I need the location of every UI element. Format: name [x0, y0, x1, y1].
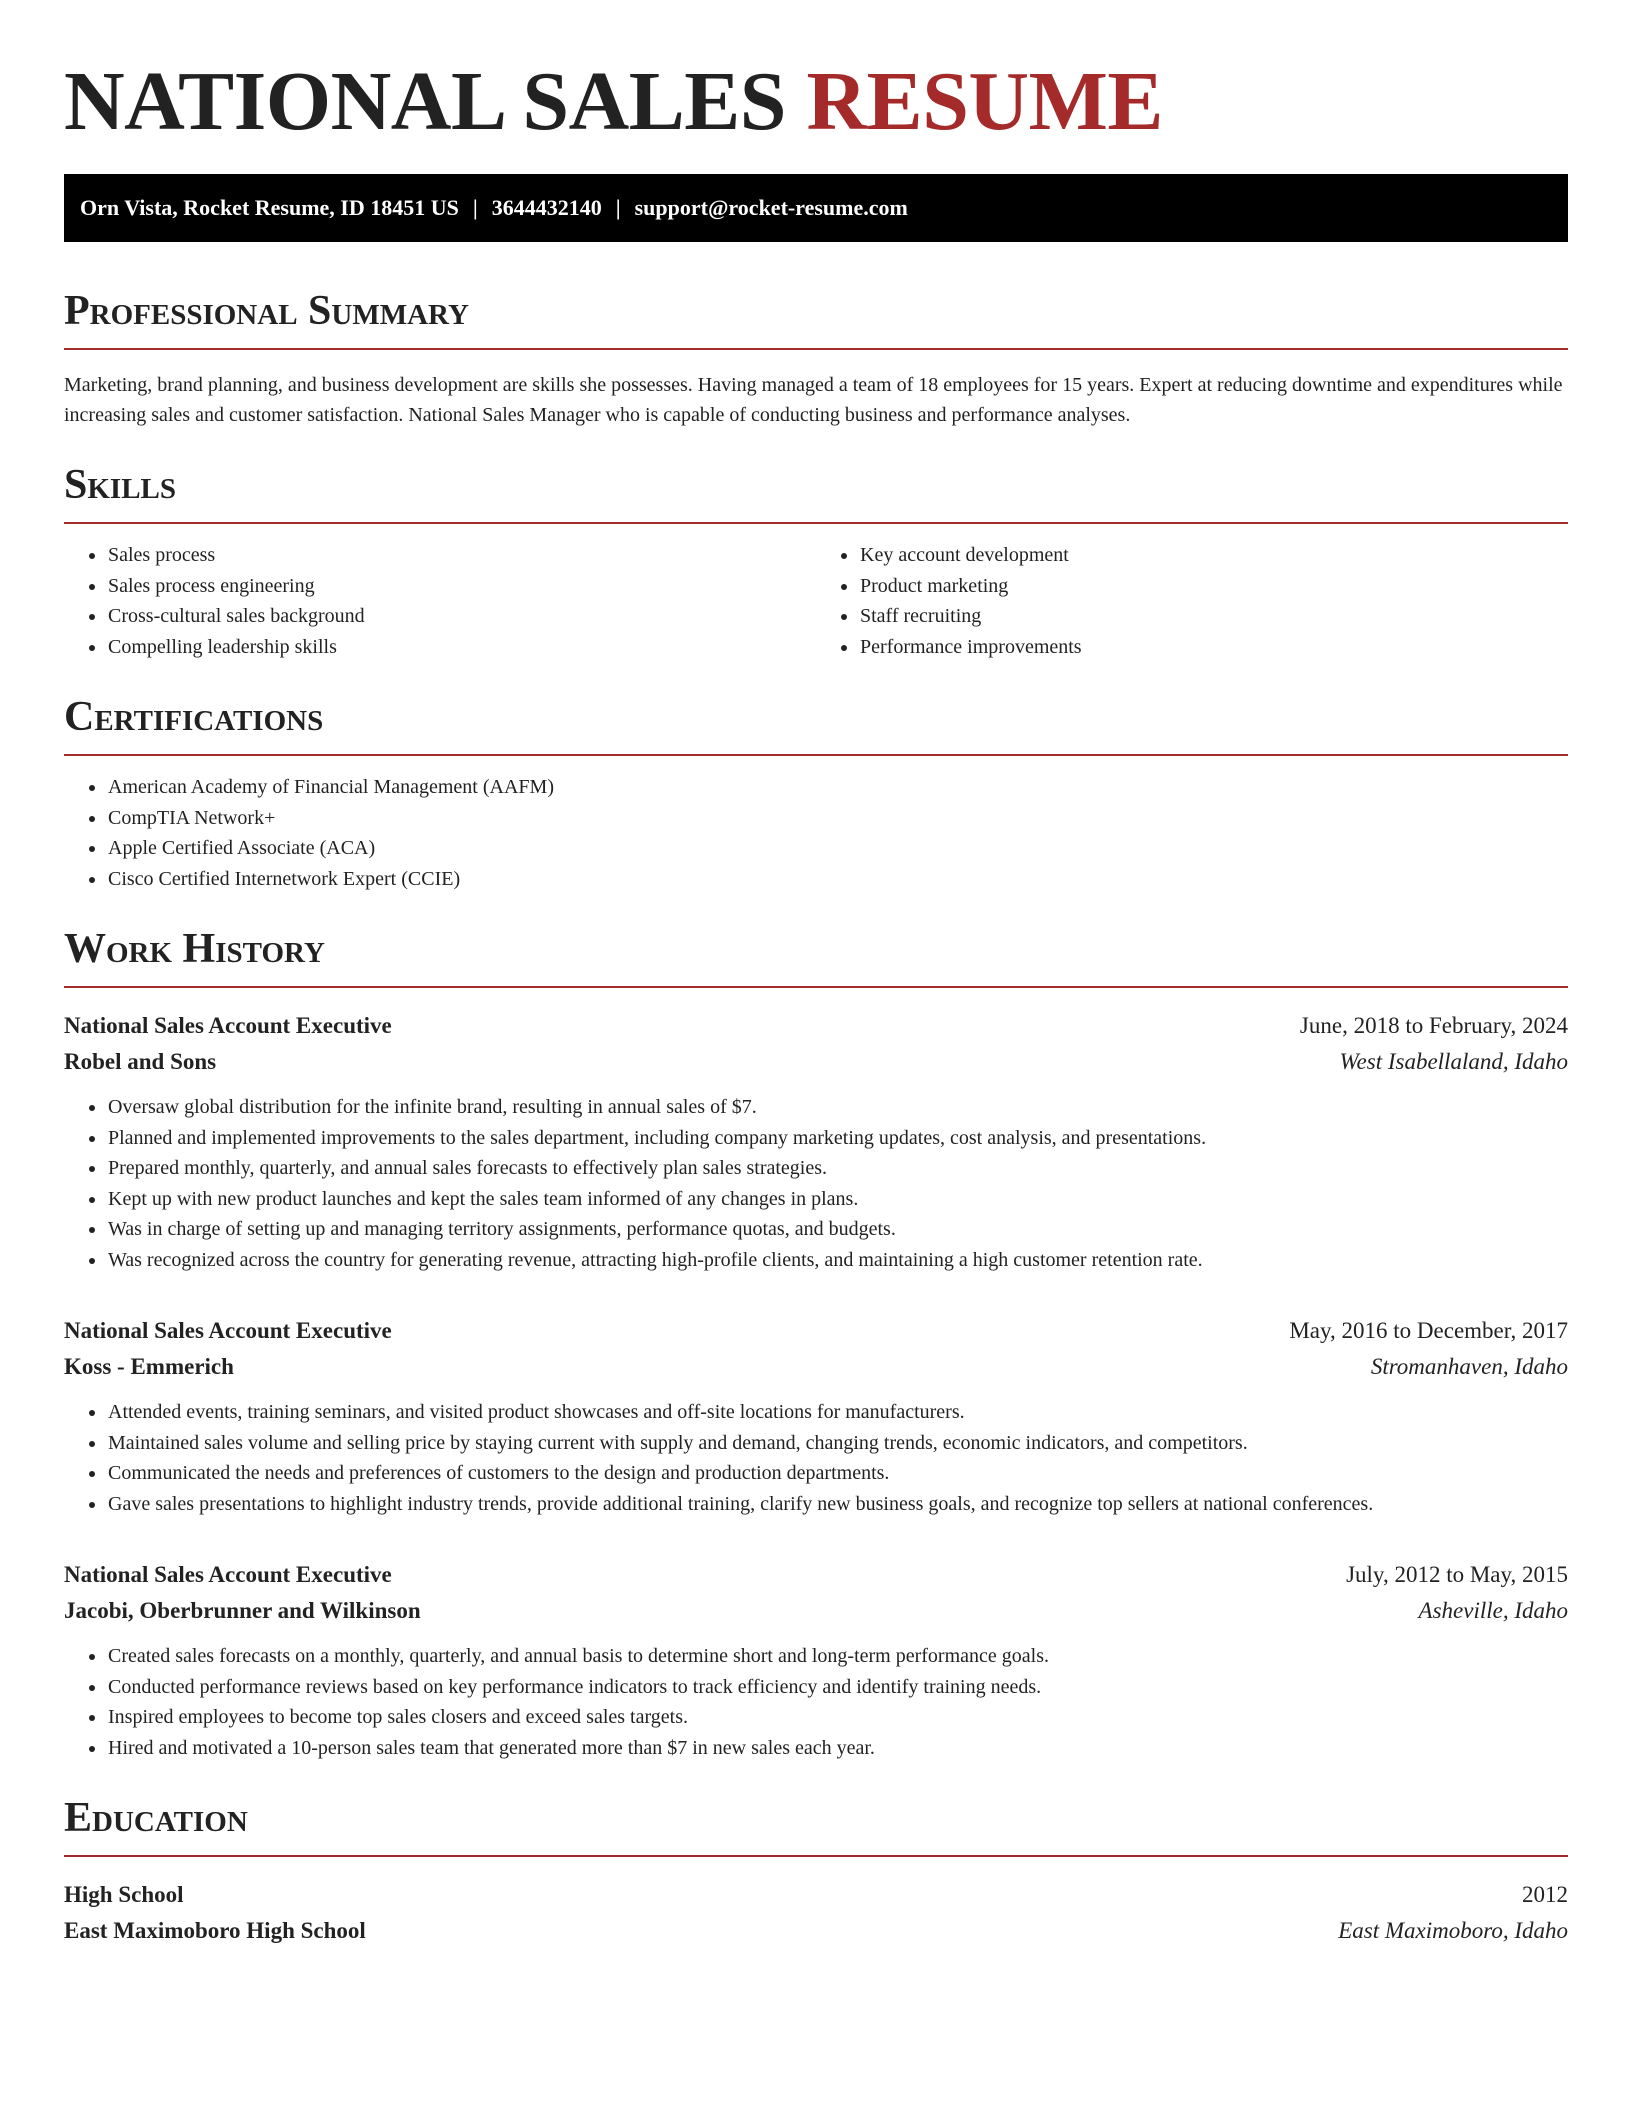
certifications-section — [64, 692, 1568, 894]
education-location: East Maximoboro, Idaho — [1338, 1918, 1568, 1943]
certifications-list — [64, 772, 1568, 894]
skills-list-right — [816, 540, 1568, 662]
job-title: National Sales Account Executive — [64, 1318, 392, 1343]
job-company: Koss - Emmerich — [64, 1354, 234, 1379]
job-duty-item: • Maintained sales volume and selling price by staying current with supply and demand, changing trends, economic indicators, and competitors. — [107, 1428, 1568, 1459]
certification-item: • American Academy of Financial Management (AAFM) — [107, 772, 1568, 803]
job-duties-list — [64, 1397, 1568, 1519]
job-duty-item: • Attended events, training seminars, and visited product showcases and off-site locations for manufacturers. — [107, 1397, 1568, 1428]
job-duty-item: • Was recognized across the country for generating revenue, attracting high-profile clients, and maintaining a high customer retention rate. — [107, 1245, 1568, 1276]
section-heading-summary: Professional Summary — [64, 288, 469, 334]
job-duty-item: • Prepared monthly, quarterly, and annual sales forecasts to effectively plan sales strategies. — [107, 1153, 1568, 1184]
section-heading-work-history: Work History — [64, 926, 325, 972]
contact-email[interactable]: support@rocket-resume.com — [634, 195, 908, 220]
education-entry — [64, 1877, 1568, 1949]
skill-item: • Cross-cultural sales background — [107, 601, 816, 632]
job-duty-item: • Kept up with new product launches and kept the sales team informed of any changes in plans. — [107, 1184, 1568, 1215]
skills-section — [64, 460, 1568, 662]
skill-item: • Sales process — [107, 540, 816, 571]
job-dates: June, 2018 to February, 2024 — [1299, 1013, 1568, 1038]
job-dates: July, 2012 to May, 2015 — [1346, 1562, 1568, 1587]
skills-grid — [64, 524, 1568, 662]
skill-item: • Staff recruiting — [859, 601, 1568, 632]
job-title: National Sales Account Executive — [64, 1013, 392, 1038]
job-company: Jacobi, Oberbrunner and Wilkinson — [64, 1598, 421, 1623]
certification-item: • CompTIA Network+ — [107, 803, 1568, 834]
job-duty-item: • Planned and implemented improvements to the sales department, including company marketing updates, cost analysis, and presentations. — [107, 1123, 1568, 1154]
title-accent: RESUME — [806, 55, 1163, 148]
professional-summary-section — [64, 286, 1568, 430]
job-dates: May, 2016 to December, 2017 — [1289, 1318, 1568, 1343]
page-title — [64, 52, 1568, 152]
job-location: Stromanhaven, Idaho — [1370, 1354, 1568, 1379]
job-header-row — [64, 1557, 1568, 1593]
education-school-row — [64, 1913, 1568, 1949]
job-duty-item: • Gave sales presentations to highlight industry trends, provide additional training, clarify new business goals, and recognize top sellers at national conferences. — [107, 1489, 1568, 1520]
job-duty-item: • Created sales forecasts on a monthly, quarterly, and annual basis to determine short and long-term performance goals. — [107, 1641, 1568, 1672]
skill-item: • Key account development — [859, 540, 1568, 571]
job-entry — [64, 1557, 1568, 1763]
job-duty-item: • Inspired employees to become top sales closers and exceed sales targets. — [107, 1702, 1568, 1733]
contact-phone: 3644432140 — [491, 195, 602, 220]
job-location: Asheville, Idaho — [1418, 1598, 1568, 1623]
work-history-section — [64, 924, 1568, 1763]
skill-item: • Compelling leadership skills — [107, 632, 816, 663]
job-duty-item: • Oversaw global distribution for the infinite brand, resulting in annual sales of $7. — [107, 1092, 1568, 1123]
section-heading-skills: Skills — [64, 462, 177, 508]
education-school: East Maximoboro High School — [64, 1918, 366, 1943]
job-company-row — [64, 1349, 1568, 1385]
skills-list-left — [64, 540, 816, 662]
certification-item: • Apple Certified Associate (ACA) — [107, 833, 1568, 864]
title-main: NATIONAL SALES — [64, 55, 787, 148]
education-section — [64, 1793, 1568, 1949]
job-location: West Isabellaland, Idaho — [1339, 1049, 1568, 1074]
job-duty-item: • Was in charge of setting up and managing territory assignments, performance quotas, and budgets. — [107, 1214, 1568, 1245]
certification-item: • Cisco Certified Internetwork Expert (CCIE) — [107, 864, 1568, 895]
section-divider — [64, 348, 1568, 350]
contact-separator: | — [472, 195, 478, 220]
section-divider — [64, 754, 1568, 756]
section-divider — [64, 1855, 1568, 1857]
job-entry — [64, 1008, 1568, 1275]
contact-bar — [64, 174, 1568, 242]
job-title: National Sales Account Executive — [64, 1562, 392, 1587]
job-duty-item: • Communicated the needs and preferences of customers to the design and production departments. — [107, 1458, 1568, 1489]
job-duties-list — [64, 1641, 1568, 1763]
section-divider — [64, 986, 1568, 988]
section-heading-education: Education — [64, 1795, 248, 1841]
job-header-row — [64, 1313, 1568, 1349]
summary-text: Marketing, brand planning, and business development are skills she possesses. Having managed a team of 18 employees for 15 years. Expert at reducing downtime and expenditures while increasing sales and customer satisfaction. National Sales Manager who is capable of conducting business and performance analyses. — [64, 374, 1563, 426]
section-heading-certifications: Certifications — [64, 694, 324, 740]
contact-separator: | — [615, 195, 621, 220]
job-company-row — [64, 1593, 1568, 1629]
job-duty-item: • Hired and motivated a 10-person sales team that generated more than $7 in new sales each year. — [107, 1733, 1568, 1764]
job-duty-item: • Conducted performance reviews based on key performance indicators to track efficiency and identify training needs. — [107, 1672, 1568, 1703]
job-company: Robel and Sons — [64, 1049, 217, 1074]
education-degree: High School — [64, 1882, 184, 1907]
contact-address: Orn Vista, Rocket Resume, ID 18451 US — [80, 195, 459, 220]
job-header-row — [64, 1008, 1568, 1044]
education-degree-row — [64, 1877, 1568, 1913]
skill-item: • Product marketing — [859, 571, 1568, 602]
job-entry — [64, 1313, 1568, 1519]
job-company-row — [64, 1044, 1568, 1080]
education-year: 2012 — [1522, 1882, 1568, 1907]
skill-item: • Performance improvements — [859, 632, 1568, 663]
skill-item: • Sales process engineering — [107, 571, 816, 602]
job-duties-list — [64, 1092, 1568, 1275]
